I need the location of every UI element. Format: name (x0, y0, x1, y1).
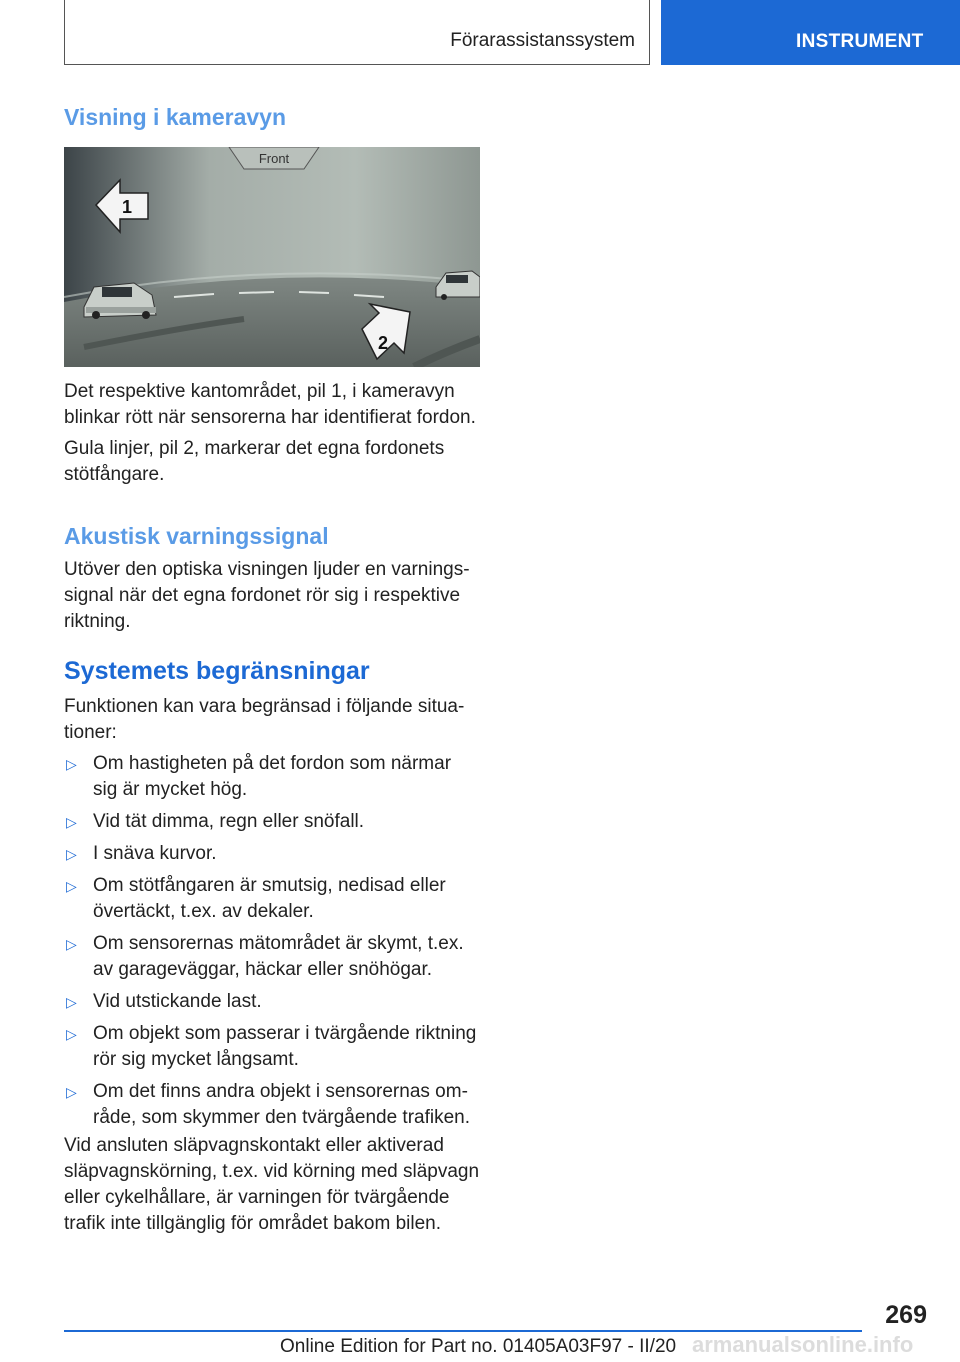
heading-system-limits: Systemets begränsningar (64, 657, 370, 685)
list-item: ▷ I snäva kurvor. (66, 843, 217, 864)
bullet-triangle-icon: ▷ (66, 1084, 77, 1100)
bullet-triangle-icon: ▷ (66, 756, 77, 772)
heading-acoustic-signal: Akustisk varningssignal (64, 523, 329, 549)
limits-list (64, 751, 480, 1137)
list-item: ▷ Vid utstickande last. (66, 991, 262, 1012)
footer-watermark: armanualsonline.info (692, 1332, 914, 1357)
list-item: ▷ Vid tät dimma, regn eller snöfall. (66, 811, 365, 832)
list-item: ▷ Om stötfångaren är smutsig, nedisad eller övertäckt, t.ex. av dekaler. (66, 875, 446, 922)
footer-edition: Online Edition for Part no. 01405A03F97 - II/20 (280, 1336, 677, 1357)
header-section-box (64, 0, 650, 65)
header-chapter-tab (661, 0, 960, 65)
limits-outro: Vid ansluten släpvagnskontakt eller aktiverad släpvagnskörning, t.ex. vid körning med släpvagn eller cykelhållare, är varningen för tvärgående trafik inte tillgänglig för området bakom bilen. (64, 1135, 480, 1234)
list-item: ▷ Om det finns andra objekt i sensorernas område, som skymmer den tvärgående trafiken. (66, 1081, 471, 1128)
acoustic-paragraph: Utöver den optiska visningen ljuder en varningssignal när det egna fordonet rör sig i respektive riktning. (64, 559, 470, 632)
bullet-triangle-icon: ▷ (66, 814, 77, 830)
bullet-triangle-icon: ▷ (66, 936, 77, 952)
heading-camera-view: Visning i kameravyn (64, 104, 287, 130)
camera-view-illustration (64, 147, 480, 367)
bullet-triangle-icon: ▷ (66, 878, 77, 894)
page-number: 269 (885, 1301, 927, 1329)
list-item: ▷ Om objekt som passerar i tvärgående riktning rör sig mycket långsamt. (66, 1023, 477, 1070)
limits-intro: Funktionen kan vara begränsad i följande situationer: (64, 696, 465, 743)
camera-view-paragraph-2: Gula linjer, pil 2, markerar det egna fordonets stötfångare. (64, 438, 445, 485)
header-section-title: Förarassistanssystem (450, 30, 635, 51)
list-item: ▷ Om sensorernas mätområdet är skymt, t.ex. av garageväggar, häckar eller snöhögar. (66, 933, 464, 980)
arrow-2-label: 2 (378, 333, 389, 353)
bullet-triangle-icon: ▷ (66, 1026, 77, 1042)
bullet-triangle-icon: ▷ (66, 994, 77, 1010)
list-item: ▷ Om hastigheten på det fordon som närmar sig är mycket hög. (66, 753, 452, 800)
front-label: Front (258, 151, 290, 166)
camera-view-paragraph-1: Det respektive kantområdet, pil 1, i kameravyn blinkar rött när sensorerna har identifierat fordon. (64, 381, 476, 428)
arrow-1-label: 1 (122, 197, 133, 217)
header-chapter-title: INSTRUMENT (796, 31, 924, 52)
bullet-triangle-icon: ▷ (66, 846, 77, 862)
